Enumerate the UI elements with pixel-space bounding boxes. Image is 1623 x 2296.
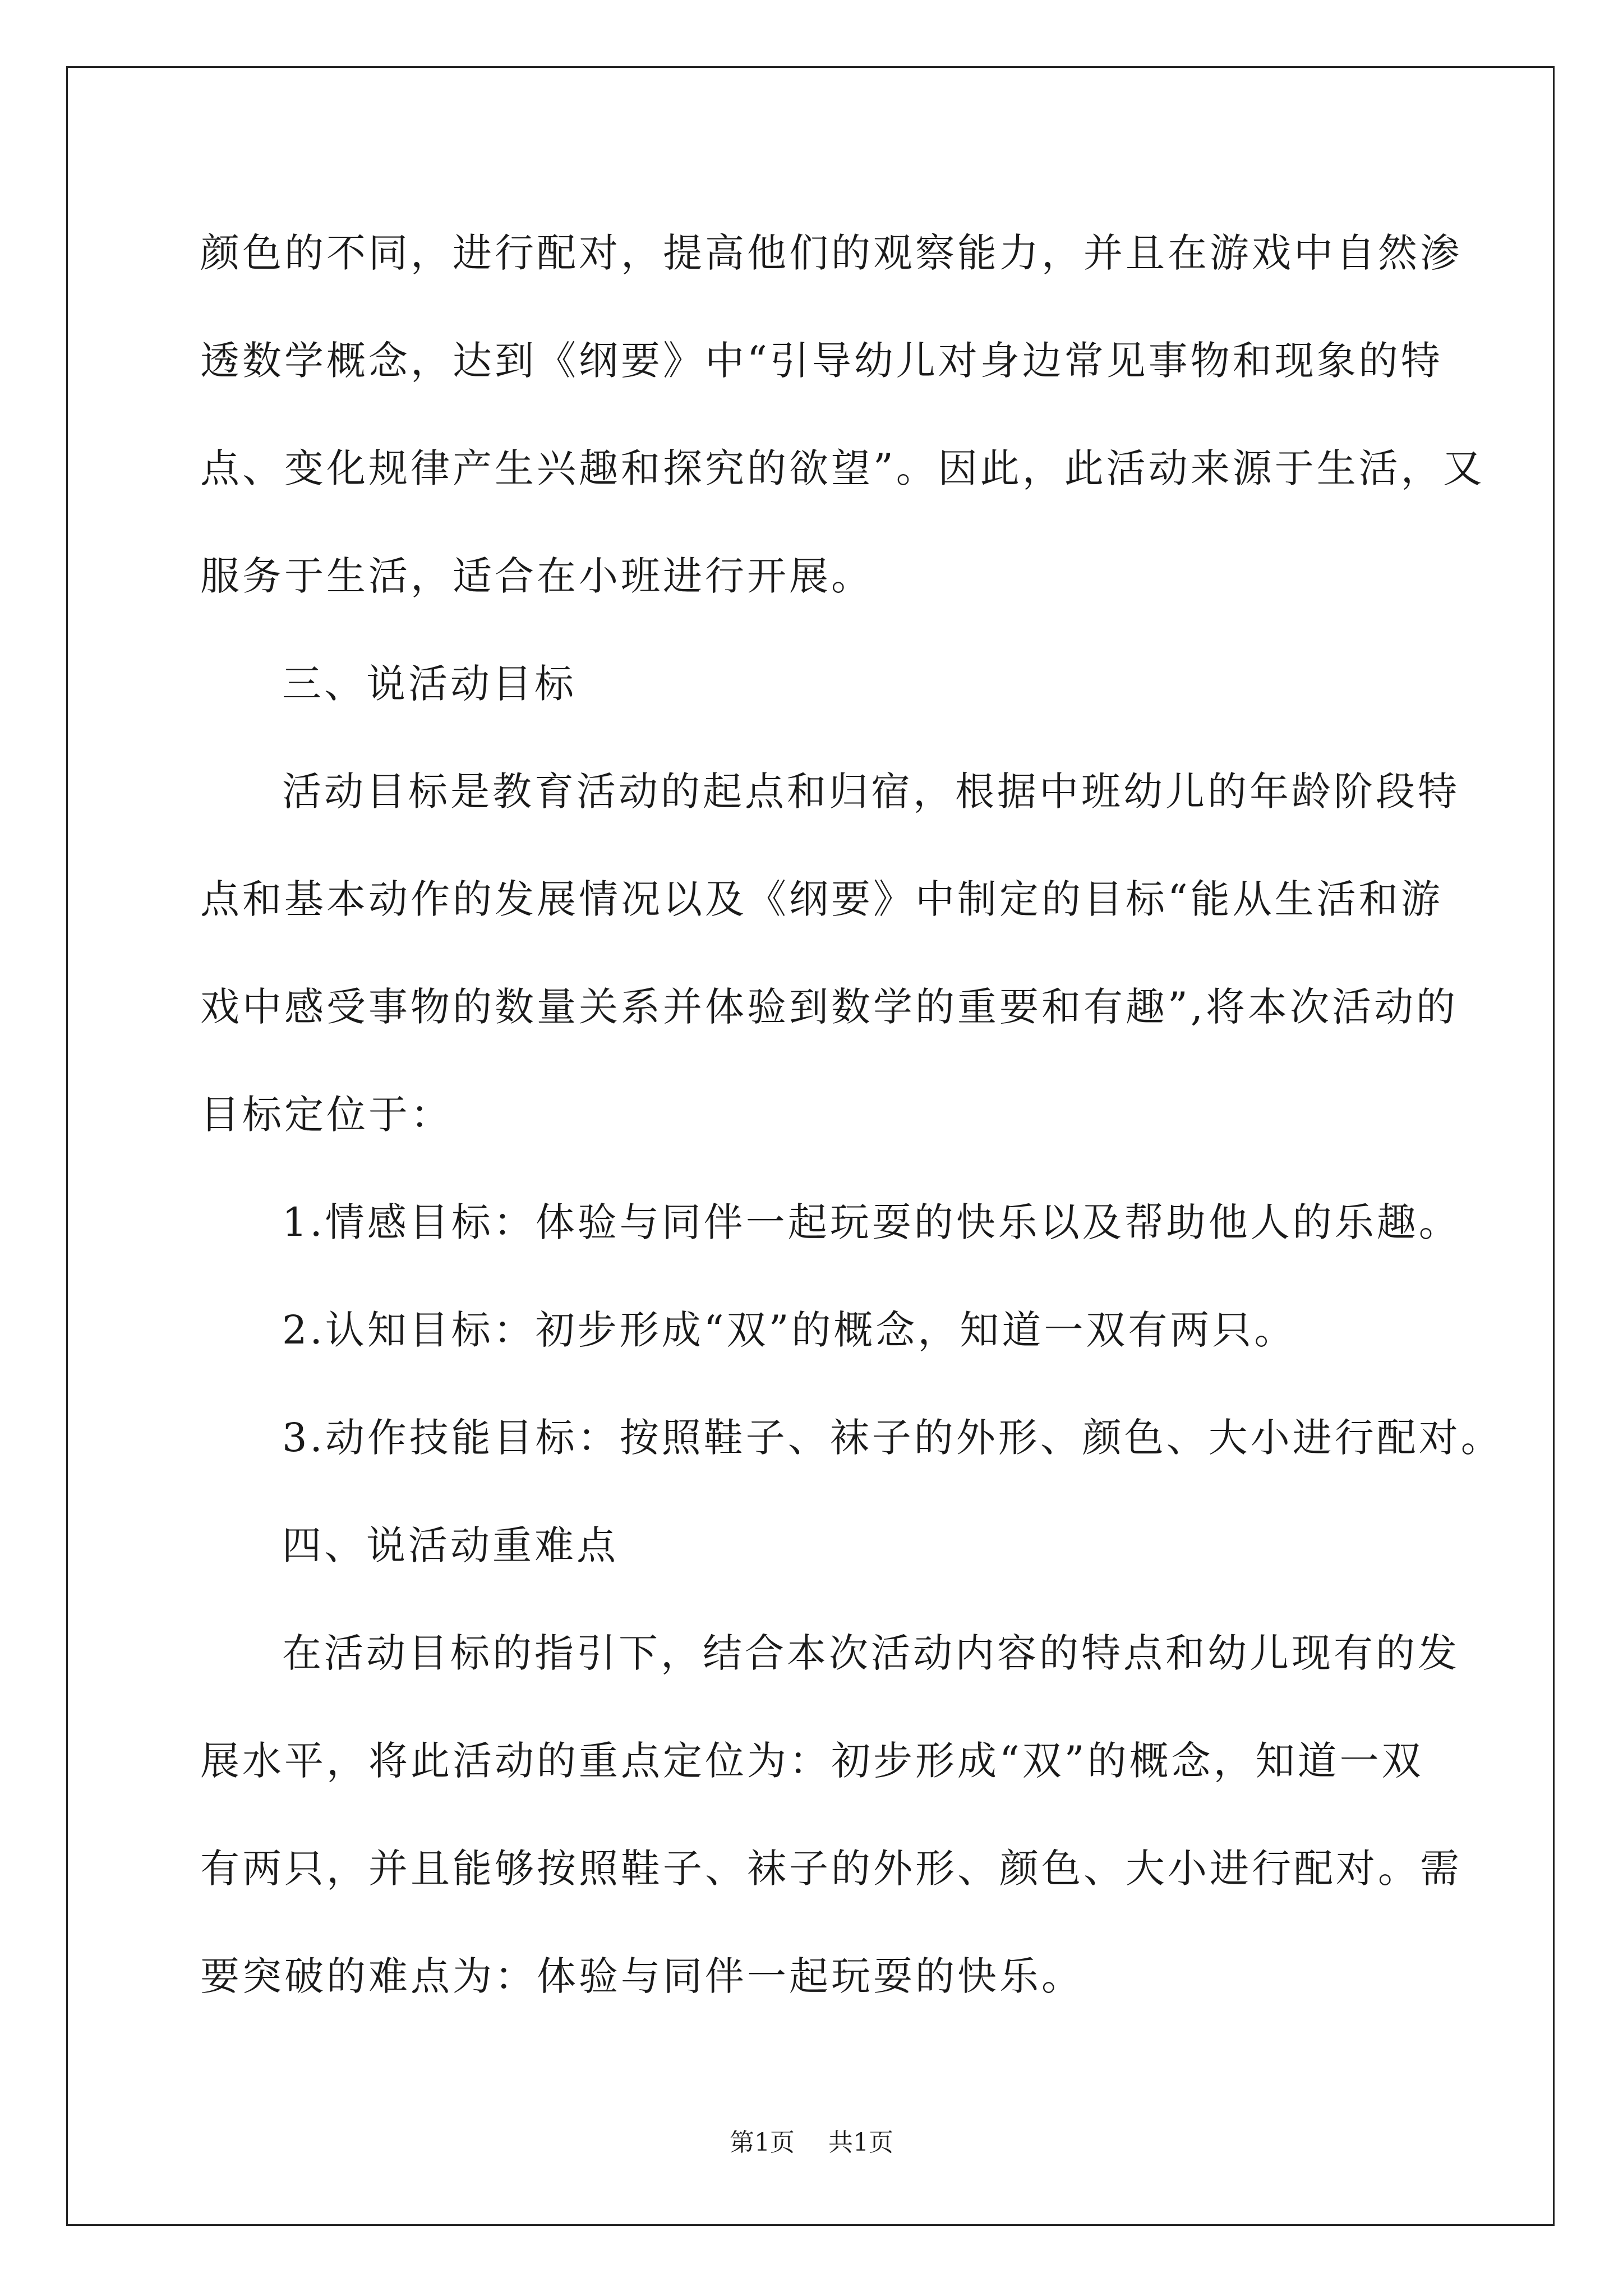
text-line: 透数学概念，达到《纲要》中“引导幼儿对身边常见事物和现象的特 <box>200 338 1443 384</box>
text-line: 有两只，并且能够按照鞋子、袜子的外形、颜色、大小进行配对。需 <box>200 1846 1462 1892</box>
text-line: 目标定位于： <box>200 1092 453 1138</box>
text-line: 点、变化规律产生兴趣和探究的欲望”。因此，此活动来源于生活，又 <box>200 445 1485 491</box>
document-body <box>200 199 1503 2030</box>
text-line: 颜色的不同，进行配对，提高他们的观察能力，并且在游戏中自然渗 <box>200 230 1462 276</box>
page-number-total: 共1页 <box>828 2128 893 2157</box>
page-footer <box>0 2126 1623 2160</box>
text-line: 服务于生活，适合在小班进行开展。 <box>200 553 873 599</box>
text-line: 三、说活动目标 <box>282 661 577 707</box>
text-line: 1.情感目标：体验与同伴一起玩耍的快乐以及帮助他人的乐趣。 <box>282 1199 1461 1245</box>
text-line: 在活动目标的指引下，结合本次活动内容的特点和幼儿现有的发 <box>282 1630 1460 1676</box>
text-line: 展水平，将此活动的重点定位为：初步形成“双”的概念，知道一双 <box>200 1738 1424 1784</box>
text-line: 四、说活动重难点 <box>282 1522 619 1568</box>
text-line: 点和基本动作的发展情况以及《纲要》中制定的目标“能从生活和游 <box>200 876 1443 922</box>
text-line: 要突破的难点为：体验与同伴一起玩耍的快乐。 <box>200 1953 1083 1999</box>
text-line: 3.动作技能目标：按照鞋子、袜子的外形、颜色、大小进行配对。 <box>282 1415 1503 1461</box>
text-line: 活动目标是教育活动的起点和归宿，根据中班幼儿的年龄阶段特 <box>282 769 1460 815</box>
page-number-current: 第1页 <box>730 2128 795 2157</box>
text-line: 2.认知目标：初步形成“双”的概念，知道一双有两只。 <box>282 1307 1297 1353</box>
text-line: 戏中感受事物的数量关系并体验到数学的重要和有趣”,将本次活动的 <box>200 984 1459 1030</box>
